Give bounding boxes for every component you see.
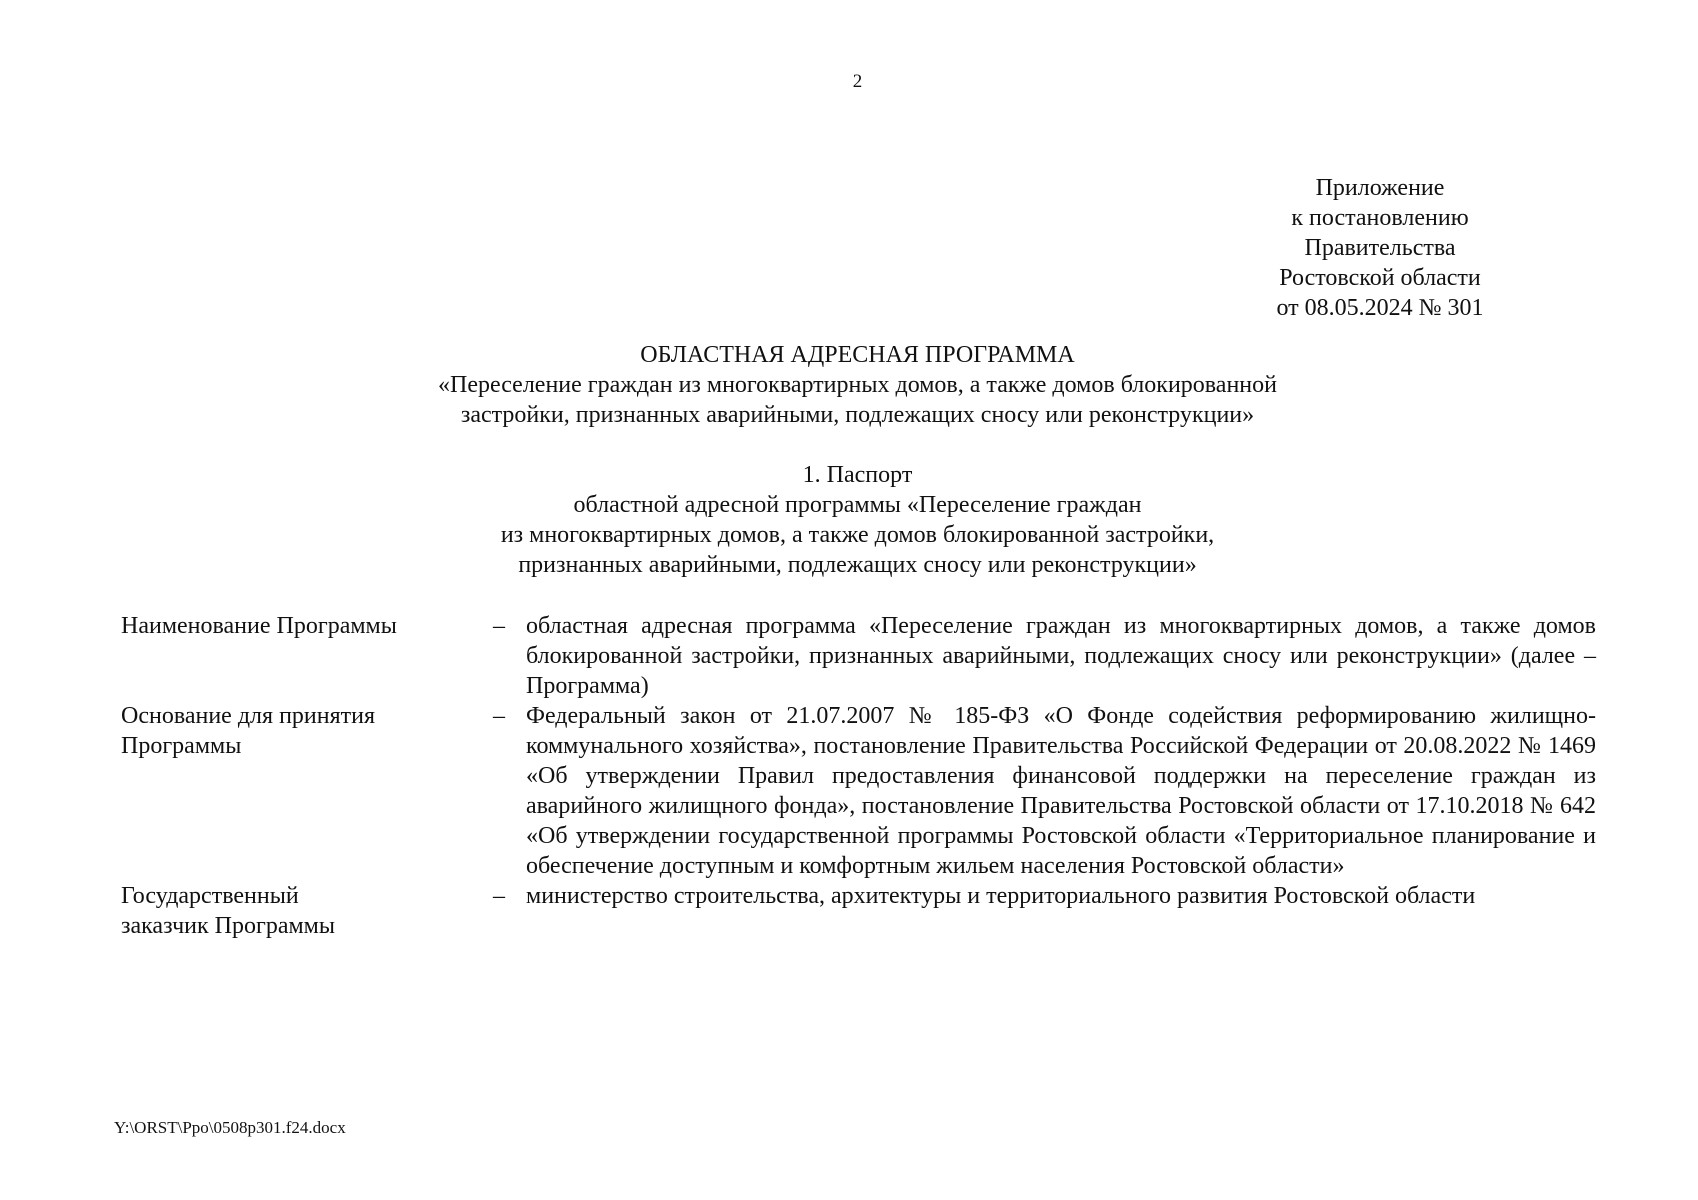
passport-heading-line: 1. Паспорт	[802, 462, 913, 488]
passport-row	[121, 881, 1596, 941]
passport-row-value: Федеральный закон от 21.07.2007 № 185-ФЗ «О Фонде содействия реформированию жилищно-коммунального хозяйства», постановление Правительства Российской Федерации от 20.08.2022 № 1469 «Об утверждении Правил предоставления финансовой поддержки на переселение граждан из аварийного жилищного фонда», постановление Правительства Ростовской области от 17.10.2018 № 642 «Об утверждении государственной программы Ростовской области «Территориальное планирование и обеспечение доступным и комфортным жильем населения Ростовской области»	[526, 703, 1596, 879]
passport-row-label: Основание для принятия Программы	[121, 703, 376, 759]
file-path-footer: Y:\ORST\Ppo\0508p301.f24.docx	[114, 1118, 346, 1137]
page-number: 2	[852, 71, 863, 92]
appendix-line: от 08.05.2024 № 301	[1276, 295, 1484, 321]
passport-heading-line: областной адресной программы «Переселение граждан	[573, 492, 1142, 518]
passport-row-dash: –	[493, 703, 505, 729]
appendix-block	[1180, 173, 1580, 323]
passport-row-dash: –	[493, 613, 505, 639]
passport-table	[121, 611, 1596, 941]
passport-row-dash: –	[493, 883, 505, 909]
document-title	[0, 340, 1698, 430]
passport-row-value: министерство строительства, архитектуры и территориального развития Ростовской области	[526, 883, 1476, 909]
title-line: ОБЛАСТНАЯ АДРЕСНАЯ ПРОГРАММА	[640, 342, 1075, 368]
passport-heading-line: из многоквартирных домов, а также домов блокированной застройки,	[500, 522, 1215, 548]
passport-row-value: областная адресная программа «Переселение граждан из многоквартирных домов, а также домов блокированной застройки, признанных аварийными, подлежащих сносу или реконструкции» (далее – Программа)	[526, 613, 1596, 699]
appendix-line: Правительства	[1304, 235, 1456, 261]
appendix-line: к постановлению	[1291, 205, 1469, 231]
appendix-line: Приложение	[1315, 175, 1445, 201]
passport-row-label: Наименование Программы	[121, 613, 397, 639]
passport-heading	[0, 460, 1698, 580]
passport-heading-line: признанных аварийными, подлежащих сносу или реконструкции»	[518, 552, 1197, 578]
passport-row	[121, 701, 1596, 881]
appendix-line: Ростовской области	[1279, 265, 1481, 291]
title-line: застройки, признанных аварийными, подлежащих сносу или реконструкции»	[460, 402, 1255, 428]
title-line: «Переселение граждан из многоквартирных домов, а также домов блокированной	[437, 372, 1277, 398]
passport-row	[121, 611, 1596, 701]
passport-row-label: Государственный заказчик Программы	[121, 883, 335, 939]
